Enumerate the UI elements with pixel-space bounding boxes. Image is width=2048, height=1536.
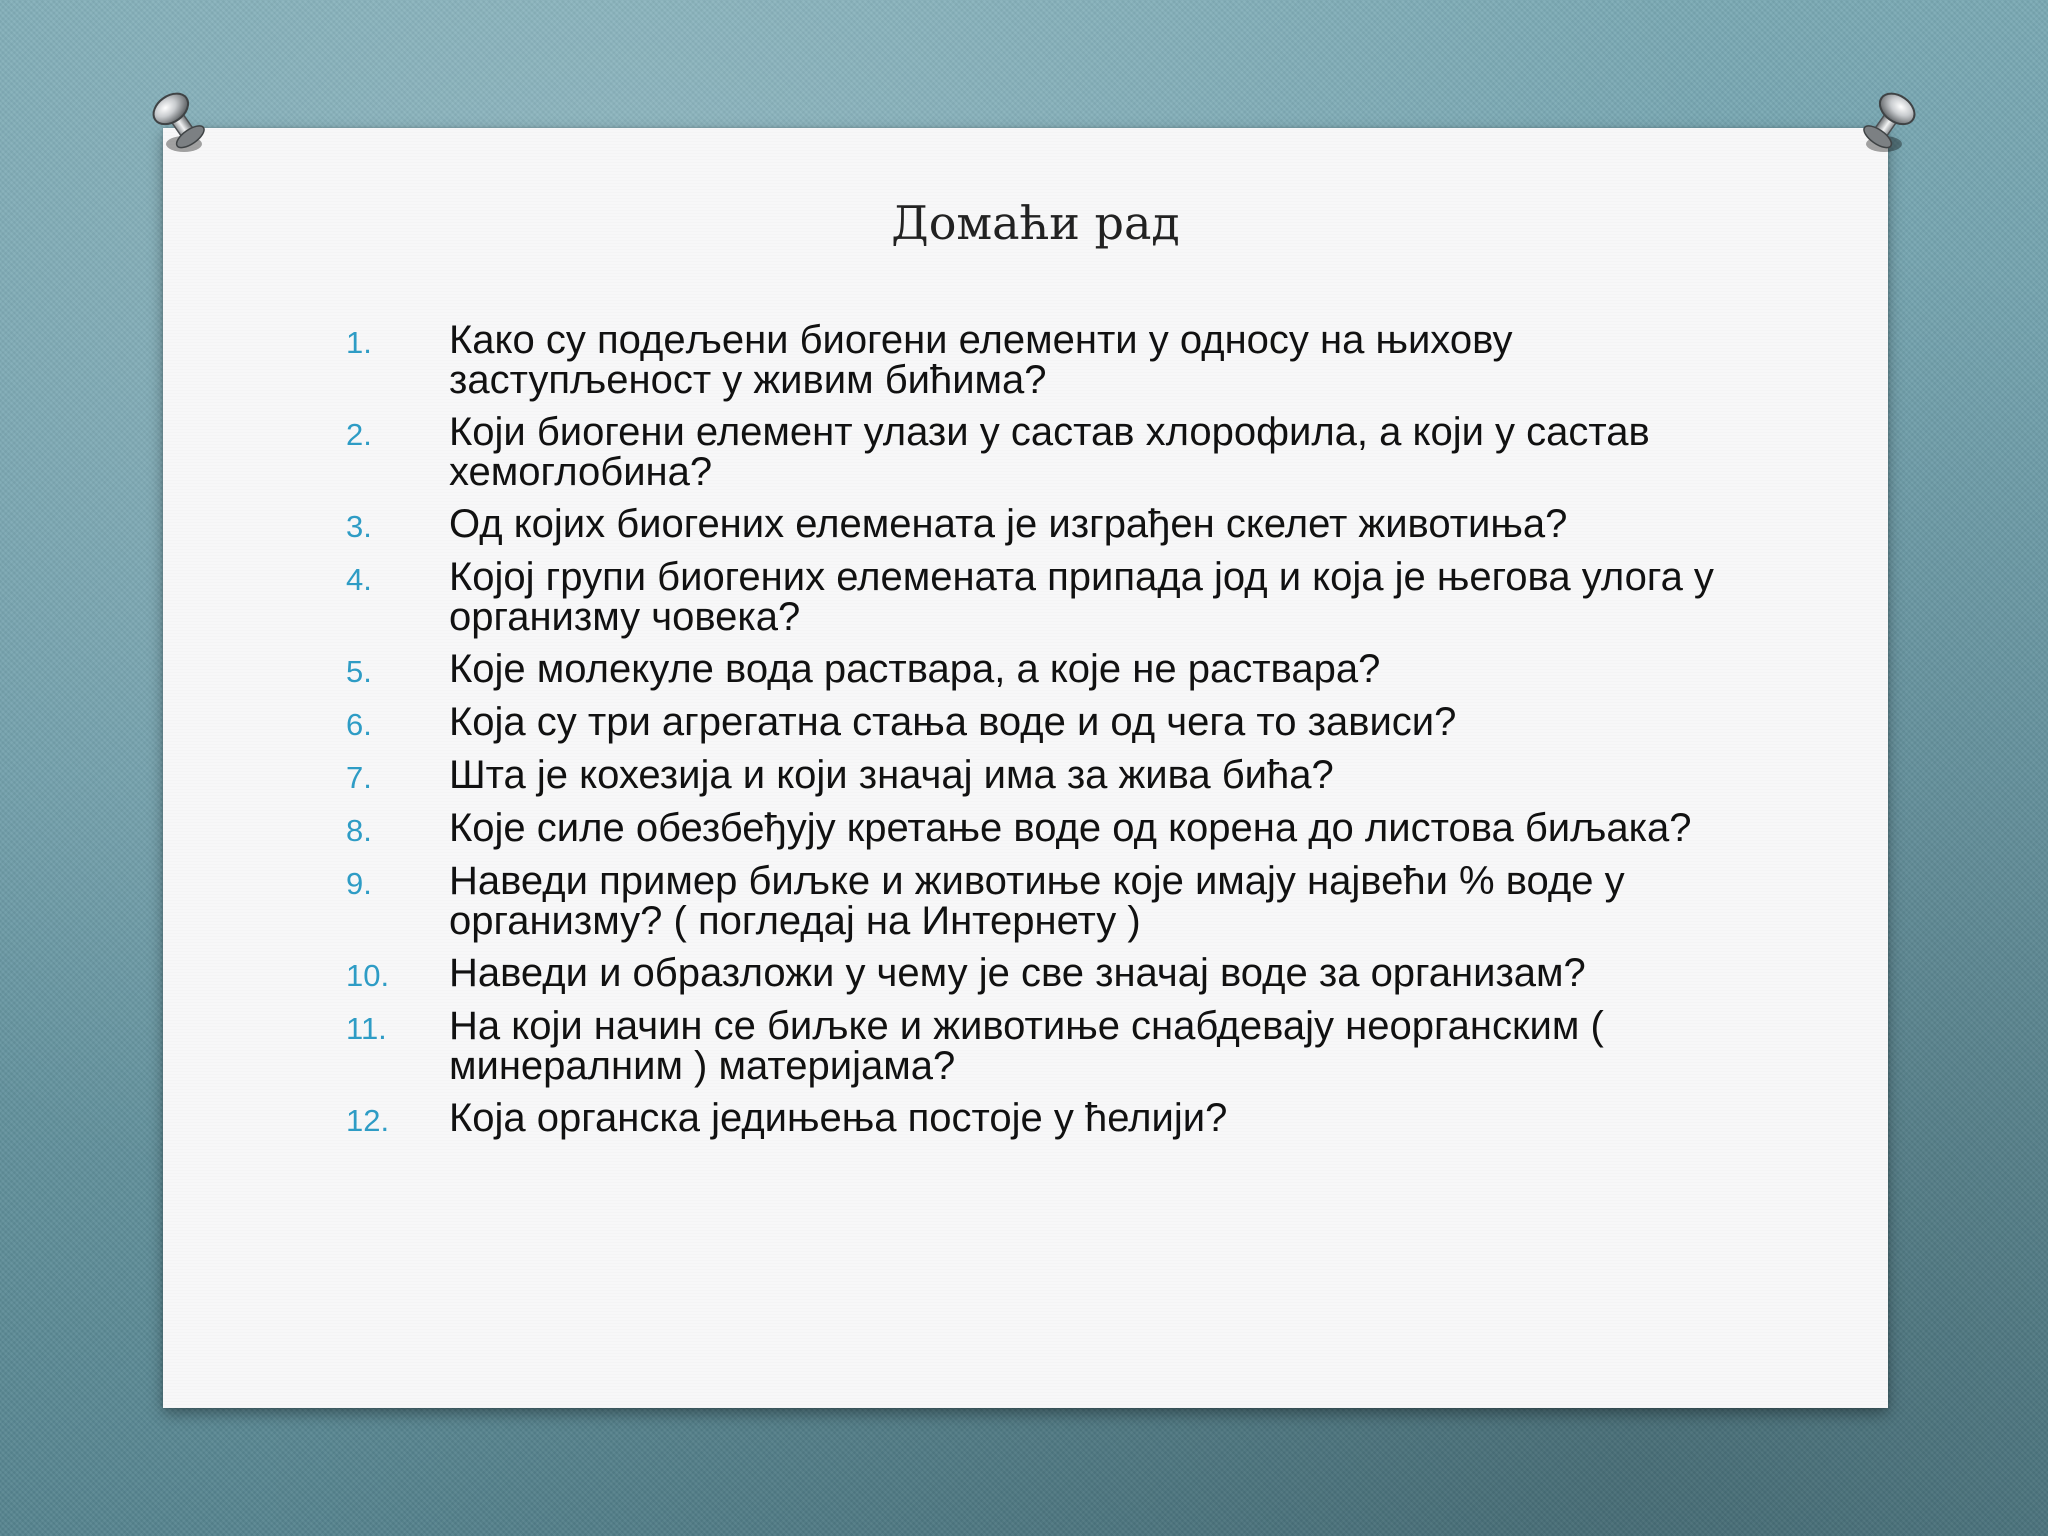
- list-item-number: 7.: [346, 760, 372, 795]
- list-item-text: Од којих биогених елемената је изграђен скелет животиња?: [449, 502, 1568, 546]
- list-item-text: Које молекуле вода раствара, а које не раствара?: [449, 647, 1381, 691]
- list-item-text: Која органска једињења постоје у ћелији?: [449, 1096, 1228, 1140]
- list-item-number: 6.: [346, 707, 372, 742]
- list-item-number: 3.: [346, 509, 372, 544]
- list-item: [346, 412, 1766, 492]
- list-item-text: Које силе обезбеђују кретање воде од корена до листова биљака?: [449, 806, 1692, 850]
- list-item-number: 5.: [346, 654, 372, 689]
- list-item-number: 9.: [346, 866, 372, 901]
- list-item-text: Шта је кохезија и који значај има за жива бића?: [449, 753, 1334, 797]
- list-item-text: Наведи и образложи у чему је све значај воде за организам?: [449, 951, 1586, 995]
- list-item: [346, 649, 1766, 690]
- list-item-text: Како су подељени биогени елементи у односу на њихову заступљеност у живим бићима?: [449, 318, 1513, 402]
- pushpin-icon: [1848, 82, 1928, 162]
- list-item-text: Којој групи биогених елемената припада јод и која је његова улога у организму човека?: [449, 555, 1714, 639]
- list-item: [346, 504, 1766, 545]
- list-item-number: 11.: [346, 1011, 387, 1046]
- list-item: [346, 557, 1766, 637]
- list-item-number: 2.: [346, 417, 372, 452]
- list-item: [346, 1006, 1766, 1086]
- list-item: [346, 755, 1766, 796]
- list-item-text: Који биогени елемент улази у састав хлорофила, а који у састав хемоглобина?: [449, 410, 1650, 494]
- question-list: [346, 320, 1766, 1151]
- list-item-number: 8.: [346, 813, 372, 848]
- list-item-text: Која су три агрегатна стања воде и од чега то зависи?: [449, 700, 1457, 744]
- list-item: [346, 953, 1766, 994]
- list-item: [346, 861, 1766, 941]
- slide-paper: [163, 128, 1888, 1408]
- list-item-number: 12.: [346, 1103, 390, 1138]
- list-item: [346, 808, 1766, 849]
- list-item: [346, 320, 1766, 400]
- list-item-text: На који начин се биљке и животиње снабдевају неорганским ( минералним ) материјама?: [449, 1004, 1604, 1088]
- pushpin-icon: [140, 82, 220, 162]
- list-item-number: 1.: [346, 325, 372, 360]
- list-item: [346, 702, 1766, 743]
- list-item-text: Наведи пример биљке и животиње које имају највећи % воде у организму? ( погледај на Интернету ): [449, 859, 1625, 943]
- slide-title: Домаћи рад: [891, 196, 1180, 250]
- list-item-number: 4.: [346, 562, 372, 597]
- list-item: [346, 1098, 1766, 1139]
- list-item-number: 10.: [346, 958, 390, 993]
